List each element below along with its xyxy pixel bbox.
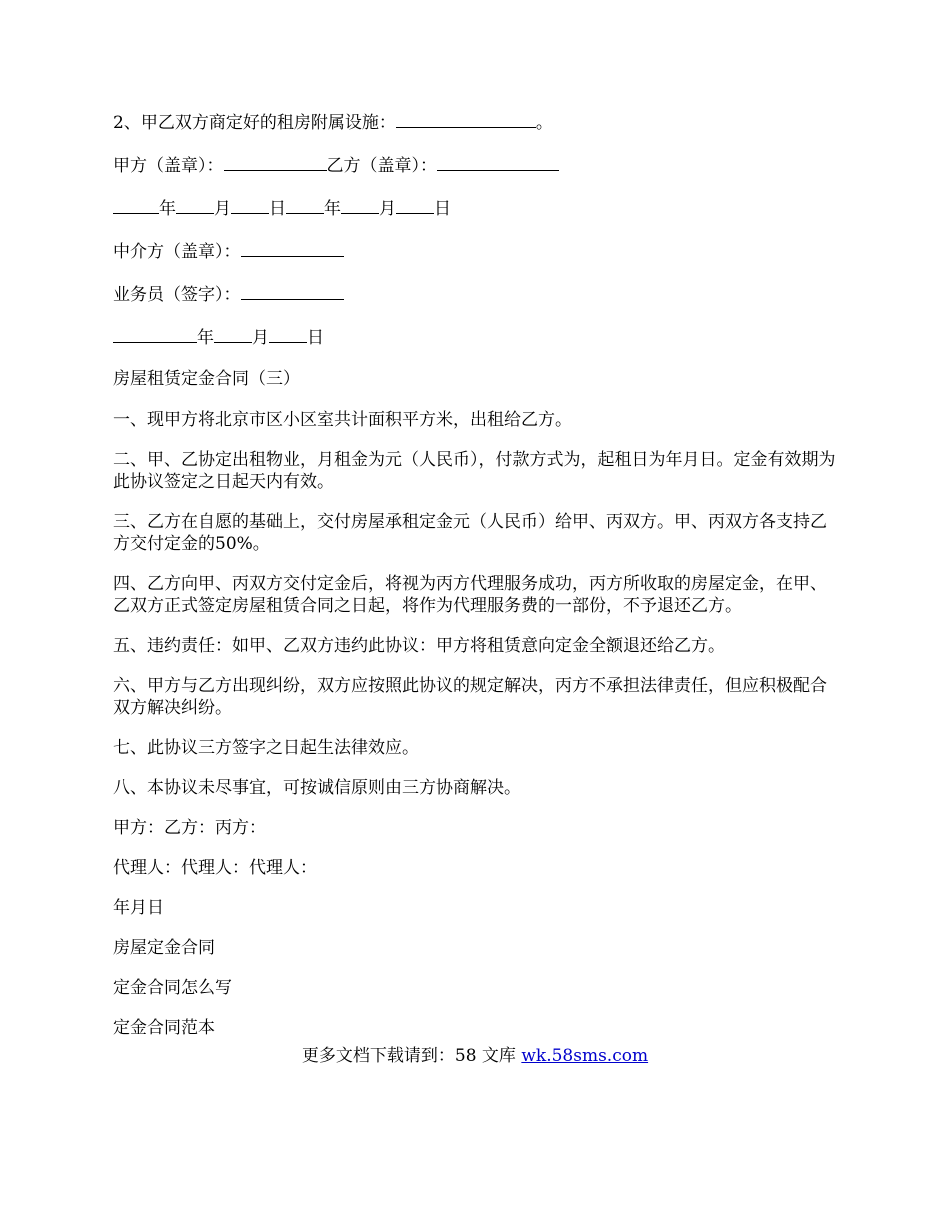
month-blank [176,196,214,214]
party-a-seal-blank [224,153,327,171]
related-item: 房屋定金合同 [113,938,215,958]
date-line-single [113,325,843,349]
clause-3: 三、乙方在自愿的基础上，交付房屋承租定金元（人民币）给甲、丙双方。甲、丙双方各支持乙方交付定金的50%。 [113,512,827,554]
year-blank-3 [113,325,197,343]
party-a-seal-label: 甲方（盖章）： [113,156,224,176]
agent-seal-label: 中介方（盖章）： [113,242,241,262]
clause-1: 一、现甲方将北京市区小区室共计面积平方米，出租给乙方。 [113,410,572,430]
day-blank [231,196,269,214]
month-label: 月 [214,199,231,219]
clause-4: 四、乙方向甲、丙双方交付定金后，将视为丙方代理服务成功，丙方所收取的房屋定金，在甲、乙双方正式签定房屋租赁合同之日起，将作为代理服务费的一部份，不予退还乙方。 [113,574,827,616]
date-line-double [113,196,843,220]
salesperson-line [113,282,843,306]
month-blank-2 [341,196,379,214]
clause-6: 六、甲方与乙方出现纠纷，双方应按照此协议的规定解决，丙方不承担法律责任，但应积极配合双方解决纠纷。 [113,676,827,718]
party-seal-line [113,153,843,177]
footer-text: 更多文档下载请到：58 文库 [301,1046,522,1066]
facilities-suffix: 。 [535,113,553,133]
clause-7: 七、此协议三方签字之日起生法律效应。 [113,738,419,758]
footer [0,1045,950,1067]
clause-5: 五、违约责任：如甲、乙双方违约此协议：甲方将租赁意向定金全额退还给乙方。 [113,636,725,656]
footer-link[interactable]: wk.58sms.com [521,1046,649,1066]
year-blank [113,196,159,214]
clause-2: 二、甲、乙协定出租物业，月租金为元（人民币），付款方式为，起租日为年月日。定金有效期为此协议签定之日起天内有效。 [113,450,836,492]
date-plain: 年月日 [113,898,164,918]
document-body [113,110,843,1057]
year-label-3: 年 [197,328,214,348]
month-label-2: 月 [379,199,396,219]
contract-title: 房屋租赁定金合同（三） [113,369,300,389]
agent-seal-blank [241,239,344,257]
salesperson-blank [241,282,344,300]
day-label: 日 [269,199,286,219]
day-label-3: 日 [307,328,324,348]
year-label-2: 年 [324,199,341,219]
salesperson-label: 业务员（签字）： [113,285,241,305]
facilities-label: 2、甲乙双方商定好的租房附属设施： [113,113,396,133]
agents-line: 代理人：代理人：代理人： [113,858,317,878]
year-label: 年 [159,199,176,219]
month-label-3: 月 [252,328,269,348]
facilities-blank [396,110,536,128]
year-blank-2 [286,196,324,214]
day-blank-3 [269,325,307,343]
month-blank-3 [214,325,252,343]
agent-seal-line [113,239,843,263]
related-item: 定金合同范本 [113,1018,215,1038]
party-b-seal-label: 乙方（盖章）： [326,156,437,176]
clause-8: 八、本协议未尽事宜，可按诚信原则由三方协商解决。 [113,778,521,798]
party-b-seal-blank [437,153,559,171]
signature-line: 甲方：乙方：丙方： [113,818,266,838]
facilities-line [113,110,843,134]
day-blank-2 [396,196,434,214]
related-item: 定金合同怎么写 [113,978,232,998]
day-label-2: 日 [434,199,451,219]
